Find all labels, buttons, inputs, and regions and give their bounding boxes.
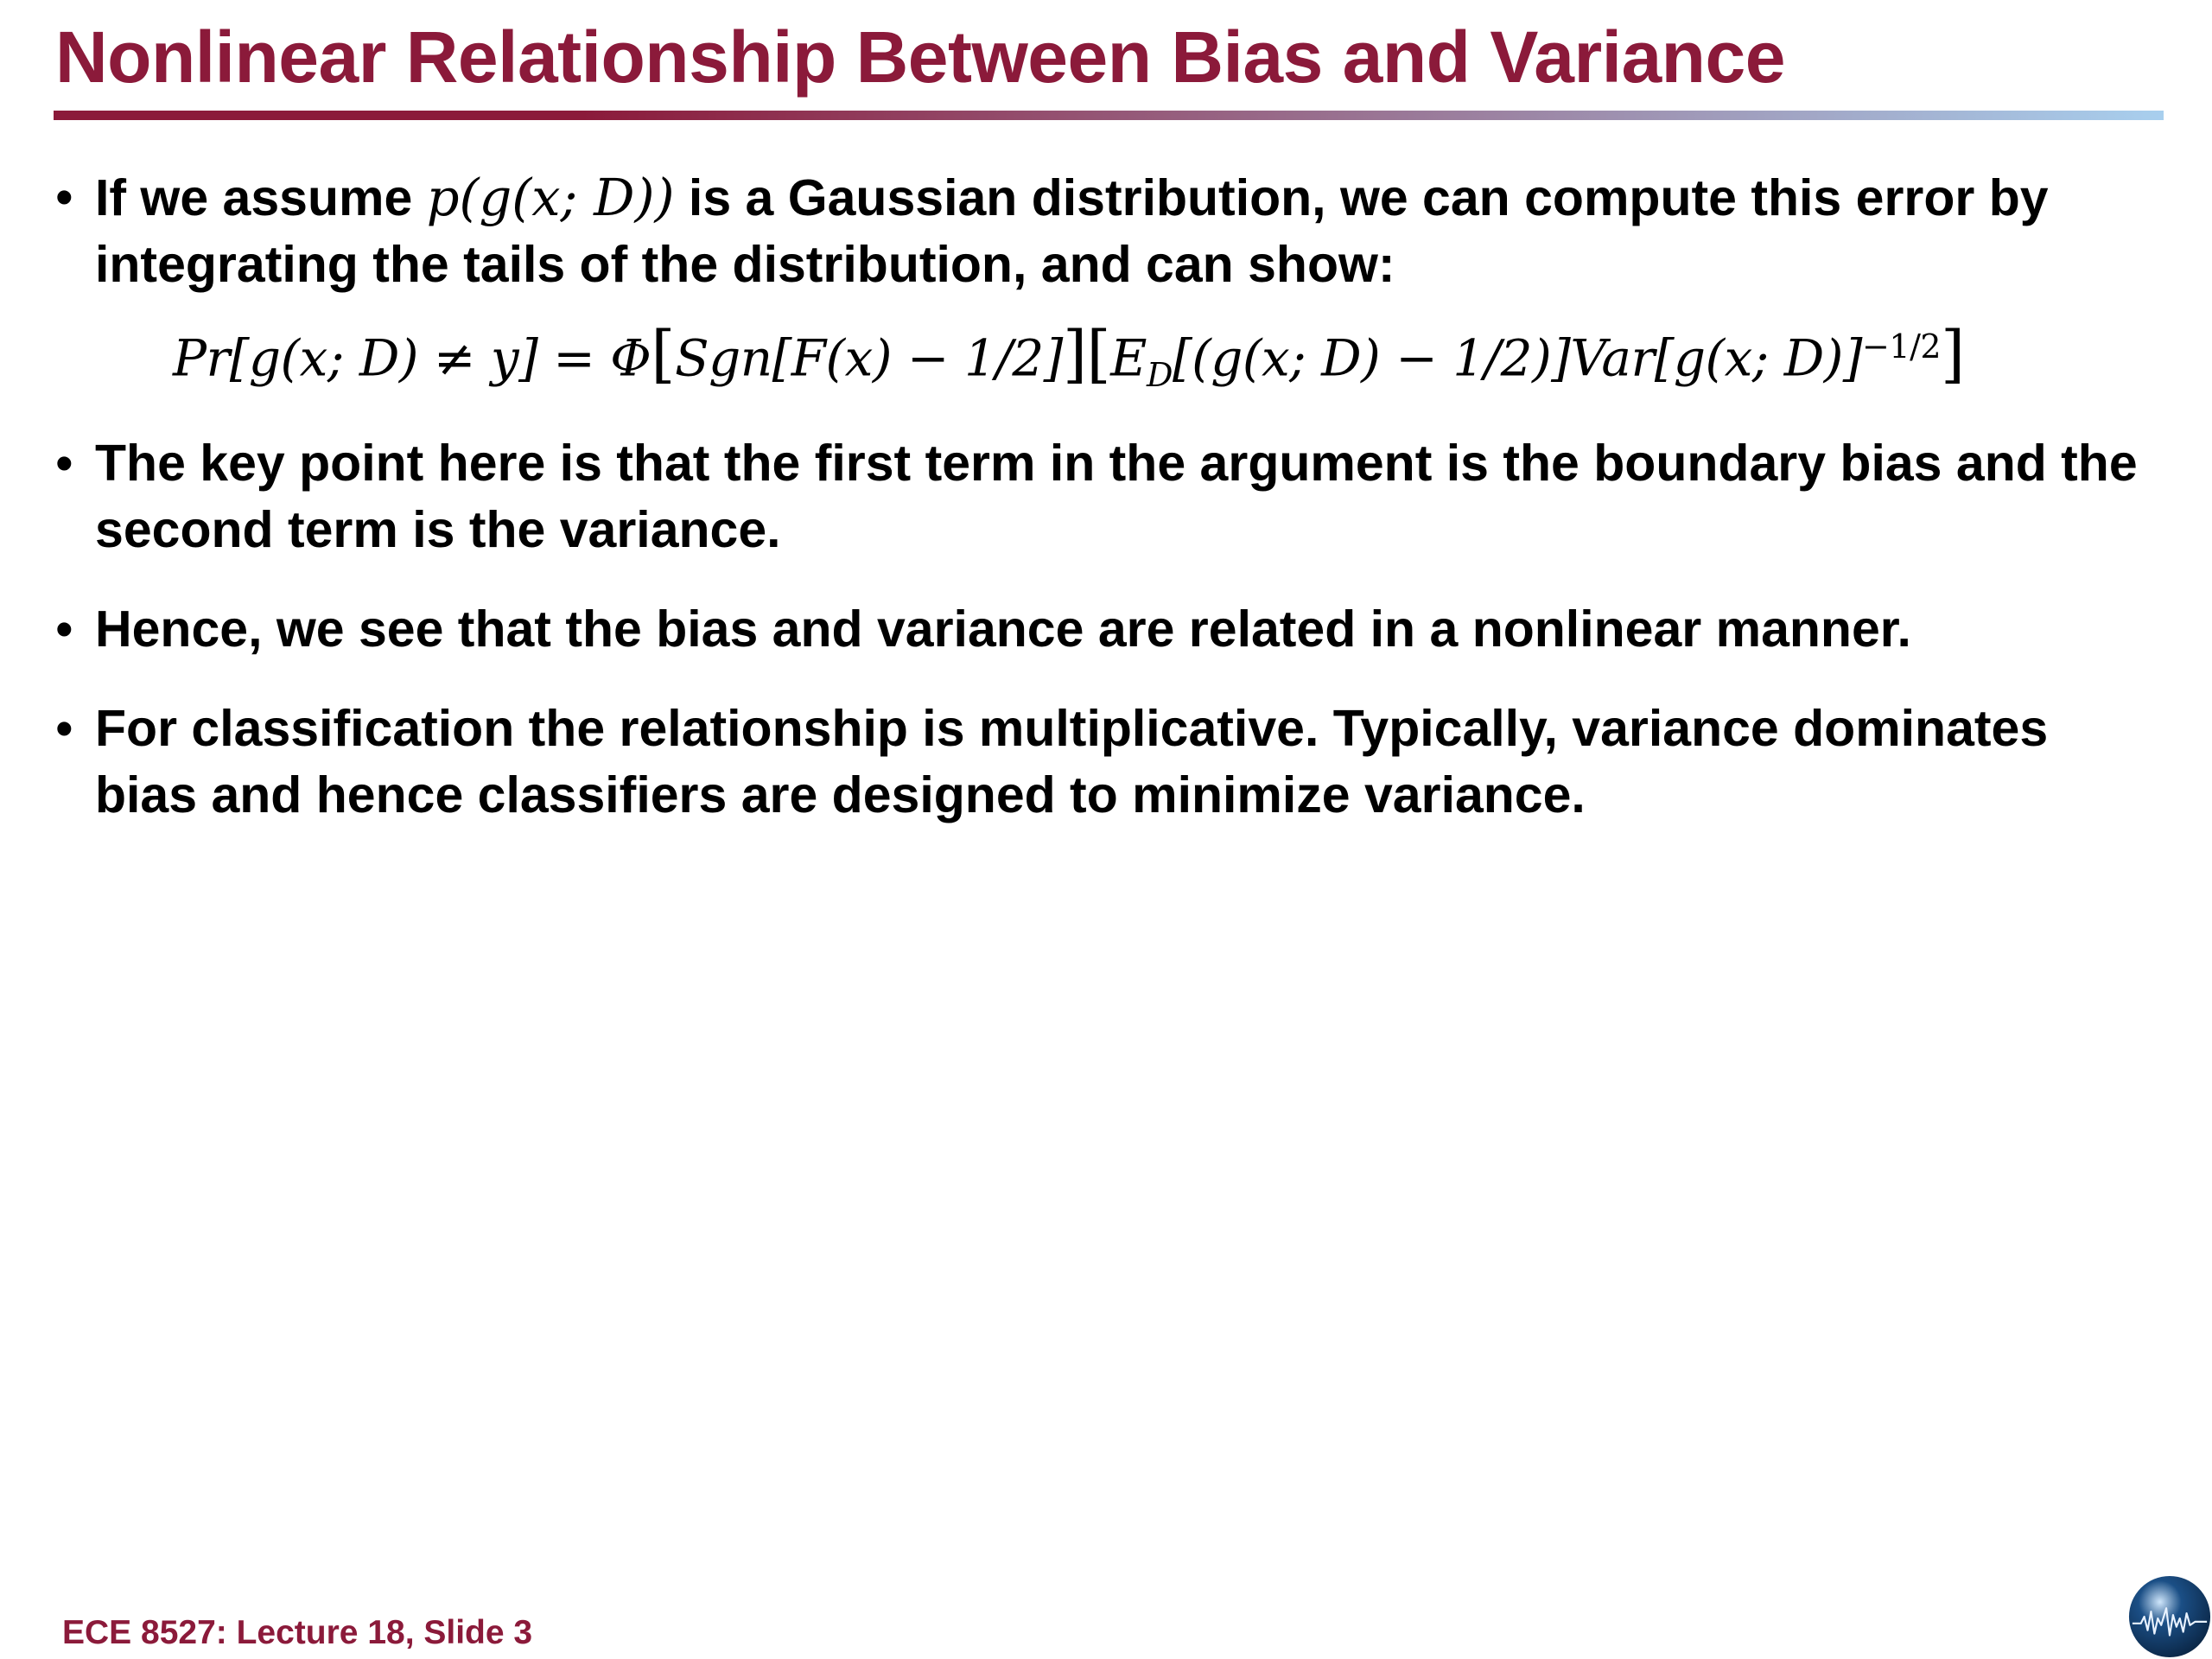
big-bracket-close-2: ] [1941, 317, 1965, 391]
slide-footer: ECE 8527: Lecture 18, Slide 3 [62, 1614, 533, 1651]
equation-expectation-e: E [1110, 328, 1147, 388]
bullet-dot-icon: • [55, 168, 73, 226]
bullet-3-text: Hence, we see that the bias and variance are related in a nonlinear manner. [95, 600, 1911, 658]
error-probability-equation [173, 310, 2155, 411]
bullet-2-text: The key point here is that the first term in the argument is the boundary bias and the second term is the variance. [95, 434, 2138, 558]
big-bracket-open-1: [ [651, 317, 675, 391]
slide-body [55, 164, 2155, 829]
bullet-1-text-pre: If we assume [95, 169, 413, 226]
title-divider [54, 111, 2164, 120]
big-bracket-close-1: ] [1062, 317, 1087, 391]
bullet-item-2 [55, 430, 2155, 563]
inline-math-pgxd: p(g(x; D)) [426, 168, 675, 227]
equation-variance-term: [(g(x; D) − 1/2)]Var[g(x; D)] [1172, 328, 1863, 388]
globe-icon [2127, 1574, 2212, 1659]
bullet-dot-icon: • [55, 434, 73, 492]
bullet-item-3 [55, 596, 2155, 663]
equation-lhs: Pr[g(x; D) ≠ y] = Φ [173, 328, 652, 388]
bullet-item-1 [55, 164, 2155, 298]
bullet-item-4 [55, 696, 2155, 829]
bullet-dot-icon: • [55, 600, 73, 658]
bullet-1-text-post: is a Gaussian distribution, we can compute this error by integrating the tails of the distribution, and can show: [95, 169, 2049, 293]
slide-title: Nonlinear Relationship Between Bias and Variance [55, 16, 1785, 98]
equation-exponent: −1/2 [1862, 327, 1942, 365]
bullet-dot-icon: • [55, 699, 73, 757]
big-bracket-open-2: [ [1086, 317, 1111, 391]
equation-subscript-d: D [1146, 355, 1173, 394]
bullet-4-text: For classification the relationship is multiplicative. Typically, variance dominates bias and hence classifiers are designed to minimize variance. [95, 699, 2049, 823]
equation-sign-term: Sgn[F(x) − 1/2] [674, 328, 1063, 388]
